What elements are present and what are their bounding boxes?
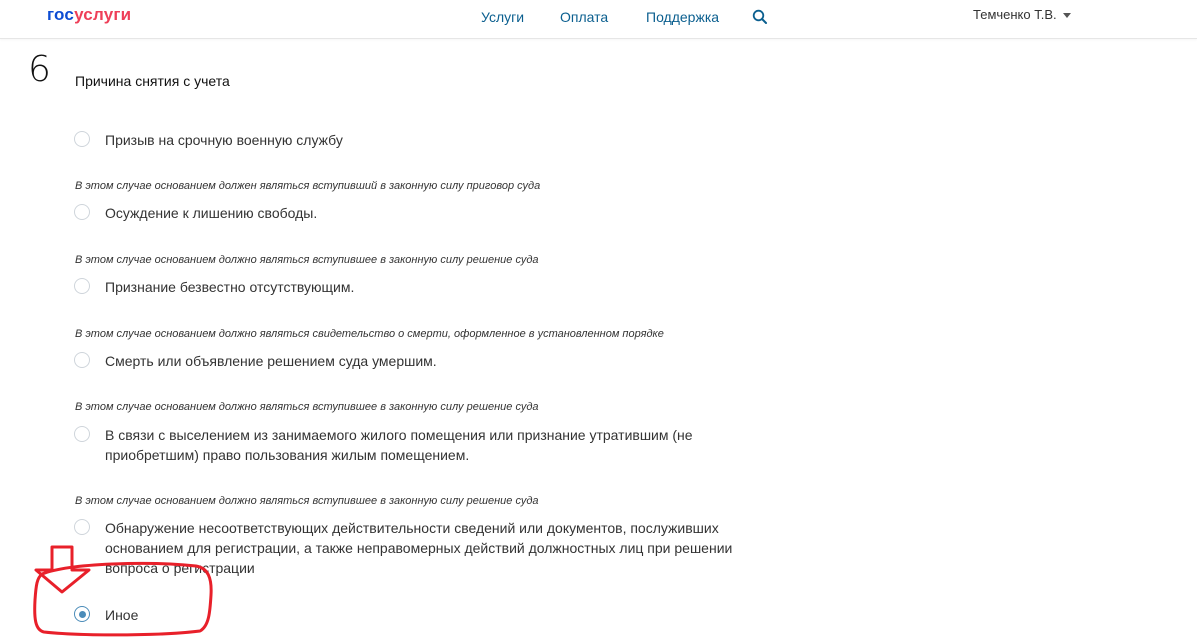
radio-button[interactable] [74, 278, 90, 294]
option-label: Осуждение к лишению свободы. [105, 205, 318, 221]
logo-part-uslugi: услуги [74, 5, 132, 24]
option-hint: В этом случае основанием должно являться вступившее в законную силу решение суда [75, 495, 539, 507]
option-label: Признание безвестно отсутствующим. [105, 279, 355, 295]
option-hint: В этом случае основанием должно являться вступившее в законную силу решение суда [75, 254, 539, 266]
gosuslugi-logo[interactable] [47, 5, 131, 25]
chevron-down-icon [1063, 13, 1071, 18]
nav-support-link[interactable]: Поддержка [646, 9, 720, 25]
radio-button[interactable] [74, 519, 90, 535]
radio-button[interactable] [74, 426, 90, 442]
search-icon[interactable] [752, 9, 768, 30]
option-hint: В этом случае основанием должно являться свидетельство о смерти, оформленное в установленном порядке [75, 328, 664, 340]
logo-part-gos: гос [47, 5, 75, 24]
radio-button[interactable] [74, 352, 90, 368]
nav-payment-link[interactable]: Оплата [560, 9, 609, 25]
step-number: 6 [28, 49, 51, 90]
option-label: Иное [105, 607, 139, 623]
user-menu[interactable] [973, 7, 1071, 22]
radio-button[interactable] [74, 204, 90, 220]
option-hint: В этом случае основанием должно являться вступившее в законную силу решение суда [75, 401, 539, 413]
radio-button[interactable] [74, 131, 90, 147]
radio-button-selected[interactable] [74, 606, 90, 622]
nav-services-link[interactable]: Услуги [481, 9, 525, 25]
option-label: Призыв на срочную военную службу [105, 132, 343, 148]
option-label: Смерть или объявление решением суда умершим. [105, 353, 437, 369]
user-name: Темченко Т.В. [973, 7, 1057, 22]
section-title: Причина снятия с учета [75, 73, 230, 89]
option-hint: В этом случае основанием должен являться вступивший в законную силу приговор суда [75, 180, 541, 192]
top-header [0, 0, 1197, 39]
option-label: В связи с выселением из занимаемого жилого помещения или признание утратившим (не приобретшим) право пользования жилым помещением. [105, 427, 693, 463]
option-label: Обнаружение несоответствующих действительности сведений или документов, послуживших основанием для регистрации, а также неправомерных действий должностных лиц при решении вопроса о регистрации [105, 520, 733, 576]
